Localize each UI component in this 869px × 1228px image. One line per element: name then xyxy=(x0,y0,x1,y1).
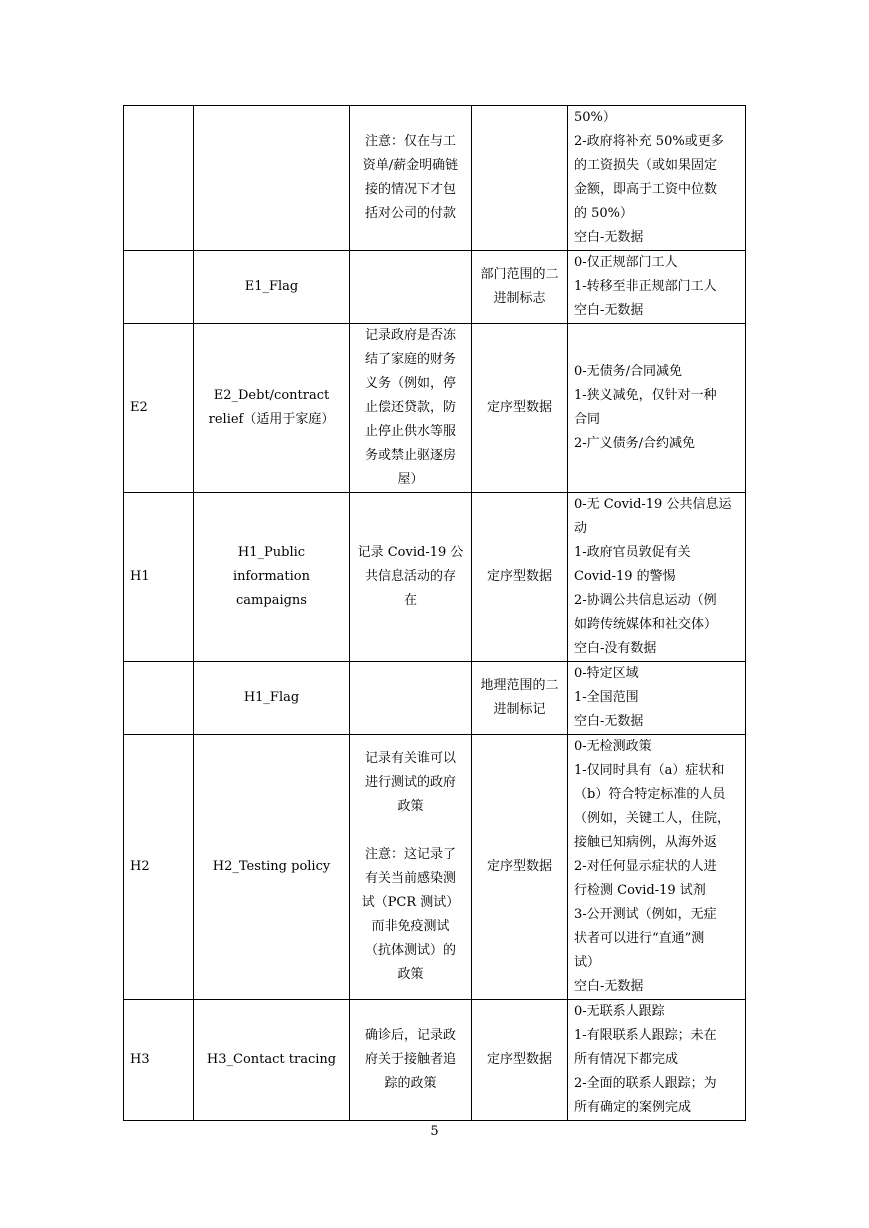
cell-line: 务或禁止驱逐房 xyxy=(364,448,456,463)
cell-line: 接的情况下才包 xyxy=(364,182,456,197)
values-cell xyxy=(568,493,746,662)
description-cell xyxy=(350,106,472,251)
code-cell: E2 xyxy=(124,324,194,493)
type-cell: 定序型数据 xyxy=(472,324,568,493)
cell-line: 0-无 Covid-19 公共信息运 xyxy=(574,497,732,512)
cell-line: 试（PCR 测试） xyxy=(361,895,460,910)
cell-line: 空白-没有数据 xyxy=(574,641,657,656)
cell-line: 的工资损失（或如果固定 xyxy=(574,158,718,173)
cell-line: 记录 Covid-19 公 xyxy=(357,545,464,560)
description-cell xyxy=(350,251,472,324)
cell-line: 状者可以进行“直通”测 xyxy=(574,931,705,946)
cell-line: 2-广义债务/合约减免 xyxy=(574,436,696,451)
cell-line: （b）符合特定标准的人员 xyxy=(574,787,726,802)
name-cell xyxy=(194,106,350,251)
values-cell xyxy=(568,251,746,324)
cell-line: 踪的政策 xyxy=(384,1076,437,1091)
name-cell: H3_Contact tracing xyxy=(194,1000,350,1121)
table-row xyxy=(124,324,746,493)
cell-line: 共信息活动的存 xyxy=(364,569,456,584)
cell-line: 1-转移至非正规部门工人 xyxy=(574,279,717,294)
cell-line: 1-狭义减免，仅针对一种 xyxy=(574,388,717,403)
code-cell: H1 xyxy=(124,493,194,662)
table-row xyxy=(124,735,746,1000)
cell-line: 义务（例如，停 xyxy=(364,376,456,391)
cell-line: 3-公开测试（例如，无症 xyxy=(574,907,717,922)
cell-line: 政策 xyxy=(397,967,424,982)
cell-line: （抗体测试）的 xyxy=(364,943,456,958)
cell-line: 行检测 Covid-19 试剂 xyxy=(574,883,706,898)
policy-table xyxy=(123,105,746,1121)
cell-line: 2-全面的联系人跟踪；为 xyxy=(574,1076,717,1091)
code-cell xyxy=(124,106,194,251)
cell-line: 合同 xyxy=(574,412,601,427)
cell-line: 1-政府官员敦促有关 xyxy=(574,545,691,560)
table-body xyxy=(124,106,746,1121)
values-cell xyxy=(568,106,746,251)
cell-line: 结了家庭的财务 xyxy=(364,352,456,367)
cell-line: 空白-无数据 xyxy=(574,230,644,245)
description-cell xyxy=(350,662,472,735)
name-cell: E1_Flag xyxy=(194,251,350,324)
cell-line: 1-全国范围 xyxy=(574,690,639,705)
cell-line: 所有确定的案例完成 xyxy=(574,1100,692,1115)
description-cell xyxy=(350,493,472,662)
code-cell xyxy=(124,251,194,324)
type-cell xyxy=(472,106,568,251)
type-cell: 定序型数据 xyxy=(472,493,568,662)
cell-line: 止停止供水等服 xyxy=(364,424,456,439)
values-cell xyxy=(568,735,746,1000)
name-cell: H1_Public information campaigns xyxy=(194,493,350,662)
table-row xyxy=(124,662,746,735)
table-row xyxy=(124,1000,746,1121)
cell-line: 动 xyxy=(574,521,588,536)
cell-line: 记录有关谁可以 xyxy=(364,751,456,766)
table-row xyxy=(124,106,746,251)
table-row xyxy=(124,251,746,324)
cell-line: 2-政府将补充 50%或更多 xyxy=(574,134,724,149)
cell-line: 府关于接触者追 xyxy=(364,1052,456,1067)
code-cell: H2 xyxy=(124,735,194,1000)
name-cell: H2_Testing policy xyxy=(194,735,350,1000)
cell-line: 记录政府是否冻 xyxy=(364,328,456,343)
cell-line: 确诊后，记录政 xyxy=(364,1028,456,1043)
code-cell: H3 xyxy=(124,1000,194,1121)
code-cell xyxy=(124,662,194,735)
cell-line: 在 xyxy=(403,593,417,608)
name-cell: E2_Debt/contract relief（适用于家庭） xyxy=(194,324,350,493)
cell-line: 注意：这记录了 xyxy=(364,847,456,862)
description-cell xyxy=(350,735,472,1000)
cell-line: 2-对任何显示症状的人进 xyxy=(574,859,717,874)
cell-line: 接触已知病例，从海外返 xyxy=(574,835,718,850)
values-cell xyxy=(568,324,746,493)
cell-line: 0-仅正规部门工人 xyxy=(574,255,678,270)
type-cell: 部门范围的二进制标志 xyxy=(472,251,568,324)
cell-line: 空白-无数据 xyxy=(574,303,644,318)
cell-line: 试） xyxy=(574,955,601,970)
cell-line: 空白-无数据 xyxy=(574,979,644,994)
cell-line: 0-无联系人跟踪 xyxy=(574,1004,665,1019)
cell-line: 0-无债务/合同减免 xyxy=(574,364,683,379)
name-cell: H1_Flag xyxy=(194,662,350,735)
cell-line: 空白-无数据 xyxy=(574,714,644,729)
cell-line: 2-协调公共信息运动（例 xyxy=(574,593,717,608)
cell-line: 注意：仅在与工 xyxy=(364,134,456,149)
cell-line: 1-仅同时具有（a）症状和 xyxy=(574,763,725,778)
type-cell: 定序型数据 xyxy=(472,735,568,1000)
cell-line: 政策 xyxy=(397,799,424,814)
cell-line: 0-无检测政策 xyxy=(574,739,652,754)
values-cell xyxy=(568,1000,746,1121)
cell-line: 0-特定区域 xyxy=(574,666,639,681)
cell-line: 资单/薪金明确链 xyxy=(362,158,459,173)
cell-line: 括对公司的付款 xyxy=(364,206,456,221)
cell-line: （例如，关键工人，住院， xyxy=(574,811,731,826)
cell-line: 止偿还贷款，防 xyxy=(364,400,456,415)
cell-line: 有关当前感染测 xyxy=(364,871,456,886)
values-cell xyxy=(568,662,746,735)
description-cell xyxy=(350,324,472,493)
table-row xyxy=(124,493,746,662)
type-cell: 定序型数据 xyxy=(472,1000,568,1121)
cell-line: 金额，即高于工资中位数 xyxy=(574,182,718,197)
type-cell: 地理范围的二进制标记 xyxy=(472,662,568,735)
cell-line: 屋） xyxy=(397,472,424,487)
cell-line: 所有情况下都完成 xyxy=(574,1052,679,1067)
cell-line: 的 50%） xyxy=(574,206,634,221)
cell-line: Covid-19 的警惕 xyxy=(574,569,676,584)
cell-line: 如跨传统媒体和社交体） xyxy=(574,617,718,632)
cell-line: 50%） xyxy=(574,110,616,125)
cell-line: 进行测试的政府 xyxy=(364,775,456,790)
cell-line: 1-有限联系人跟踪；未在 xyxy=(574,1028,717,1043)
description-cell xyxy=(350,1000,472,1121)
page-number: 5 xyxy=(430,1124,439,1139)
cell-line: 而非免疫测试 xyxy=(371,919,450,934)
cell-line xyxy=(356,819,465,843)
